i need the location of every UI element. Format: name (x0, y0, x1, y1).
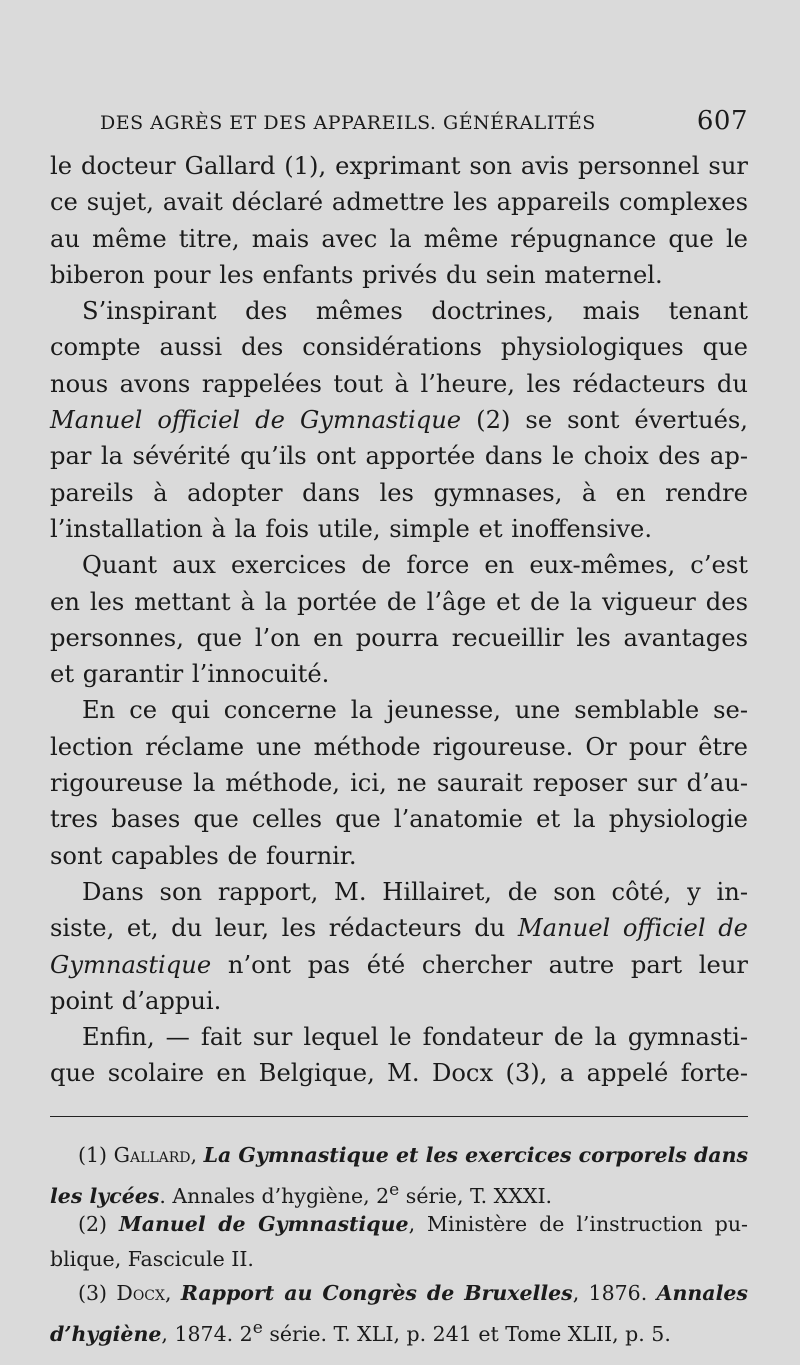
running-title: DES AGRÈS ET DES APPAREILS. GÉNÉRALITÉS (100, 112, 596, 134)
footnote-title: Annales (656, 1281, 748, 1305)
text-line: le docteur Gallard (1), exprimant son avis personnel sur (50, 152, 748, 180)
text-line: biberon pour les enfants privés du sein maternel. (50, 260, 663, 289)
text-fragment: n’ont pas été chercher autre part leur (227, 950, 748, 979)
footnote-marker: (2) (78, 1212, 108, 1236)
text-line: compte aussi des considérations physiologiques que (50, 333, 748, 362)
footnote-author: Gallard (113, 1143, 191, 1167)
text-fragment: siste, et, du leur, les rédacteurs du (50, 914, 506, 943)
footnote-author: Docx (116, 1281, 165, 1305)
footnote-2 (50, 1207, 748, 1242)
running-header (100, 106, 748, 140)
italic-title: Manuel officiel de Gymnastique (50, 406, 462, 435)
footnote-2-cont: blique, Fascicule II. (50, 1246, 254, 1271)
footnote-text: , Ministère de l’instruction pu- (408, 1212, 748, 1236)
text-line: personnes, que l’on en pourra recueillir les avantages (50, 623, 748, 652)
text-line-mixed (50, 402, 748, 438)
text-fragment: se sont évertués, (525, 406, 748, 435)
text-line: nous avons rappelées tout à l’heure, les rédacteurs du (50, 369, 748, 398)
footnote-3-cont (50, 1311, 748, 1346)
superscript: e (389, 1179, 400, 1200)
text-line: lection réclame une méthode rigoureuse. Or pour être (50, 732, 748, 761)
footnote-1-cont (50, 1173, 748, 1208)
body-text (50, 148, 748, 1092)
text-line: en les mettant à la portée de l’âge et de la vigueur des (50, 587, 748, 616)
text-line: que scolaire en Belgique, M. Docx (3), a appelé forte- (50, 1059, 748, 1088)
page-number: 607 (696, 106, 748, 136)
superscript: e (252, 1317, 263, 1338)
text-line: point d’appui. (50, 986, 222, 1015)
text-line-mixed (50, 947, 748, 983)
text-line: Enfin, — fait sur lequel le fondateur de la gymnasti- (82, 1023, 748, 1052)
text-line: Quant aux exercices de force en eux-mêmes, c’est (82, 551, 748, 580)
text-line: En ce qui concerne la jeunesse, une semblable se- (82, 696, 748, 725)
italic-title: Gymnastique (50, 950, 212, 979)
footnote-text: . Annales d’hygiène, 2 (159, 1183, 390, 1208)
footnote-text: série, T. XXXI. (399, 1183, 553, 1208)
text-line-mixed (50, 910, 748, 946)
text-line: S’inspirant des mêmes doctrines, mais tenant (82, 297, 748, 326)
text-line: pareils à adopter dans les gymnases, à en rendre (50, 478, 748, 507)
footnote-title: Manuel de Gymnastique (119, 1212, 409, 1236)
italic-title: Manuel officiel de (517, 914, 748, 943)
text-line: au même titre, mais avec la même répugnance que le (50, 224, 748, 253)
footnote-divider (50, 1116, 748, 1117)
footnote-title-cont: les lycées (50, 1183, 160, 1208)
footnote-title-cont: d’hygiène (50, 1321, 162, 1346)
footnote-title: Rapport au Congrès de Bruxelles (180, 1281, 573, 1305)
note-reference: (2) (476, 406, 511, 435)
footnotes (50, 1138, 748, 1345)
text-line: et garantir l’innocuité. (50, 660, 330, 689)
footnote-marker: (3) (78, 1281, 108, 1305)
text-line: tres bases que celles que l’anatomie et la physiologie (50, 805, 748, 834)
footnote-3: (3) Docx, Rapport au Congrès de Bruxelles, 1876. Annales (78, 1281, 748, 1305)
footnote-text: , 1874. 2 (161, 1321, 253, 1346)
footnote-1: (1) Gallard, La Gymnastique et les exercices corporels dans (78, 1143, 749, 1167)
footnote-text: série. T. XLI, p. 241 et Tome XLII, p. 5. (262, 1321, 671, 1346)
footnote-title: La Gymnastique et les exercices corporels dans (203, 1143, 749, 1167)
text-line: rigoureuse la méthode, ici, ne saurait reposer sur d’au- (50, 769, 748, 798)
text-line: ce sujet, avait déclaré admettre les appareils complexes (50, 188, 748, 217)
footnote-marker: (1) (78, 1143, 108, 1167)
text-line: sont capables de fournir. (50, 841, 357, 870)
text-line: par la sévérité qu’ils ont apportée dans le choix des ap- (50, 442, 748, 471)
footnote-text: , 1876. (572, 1281, 648, 1305)
text-line: Dans son rapport, M. Hillairet, de son côté, y in- (82, 877, 748, 906)
text-line: l’installation à la fois utile, simple et inoffensive. (50, 514, 653, 543)
